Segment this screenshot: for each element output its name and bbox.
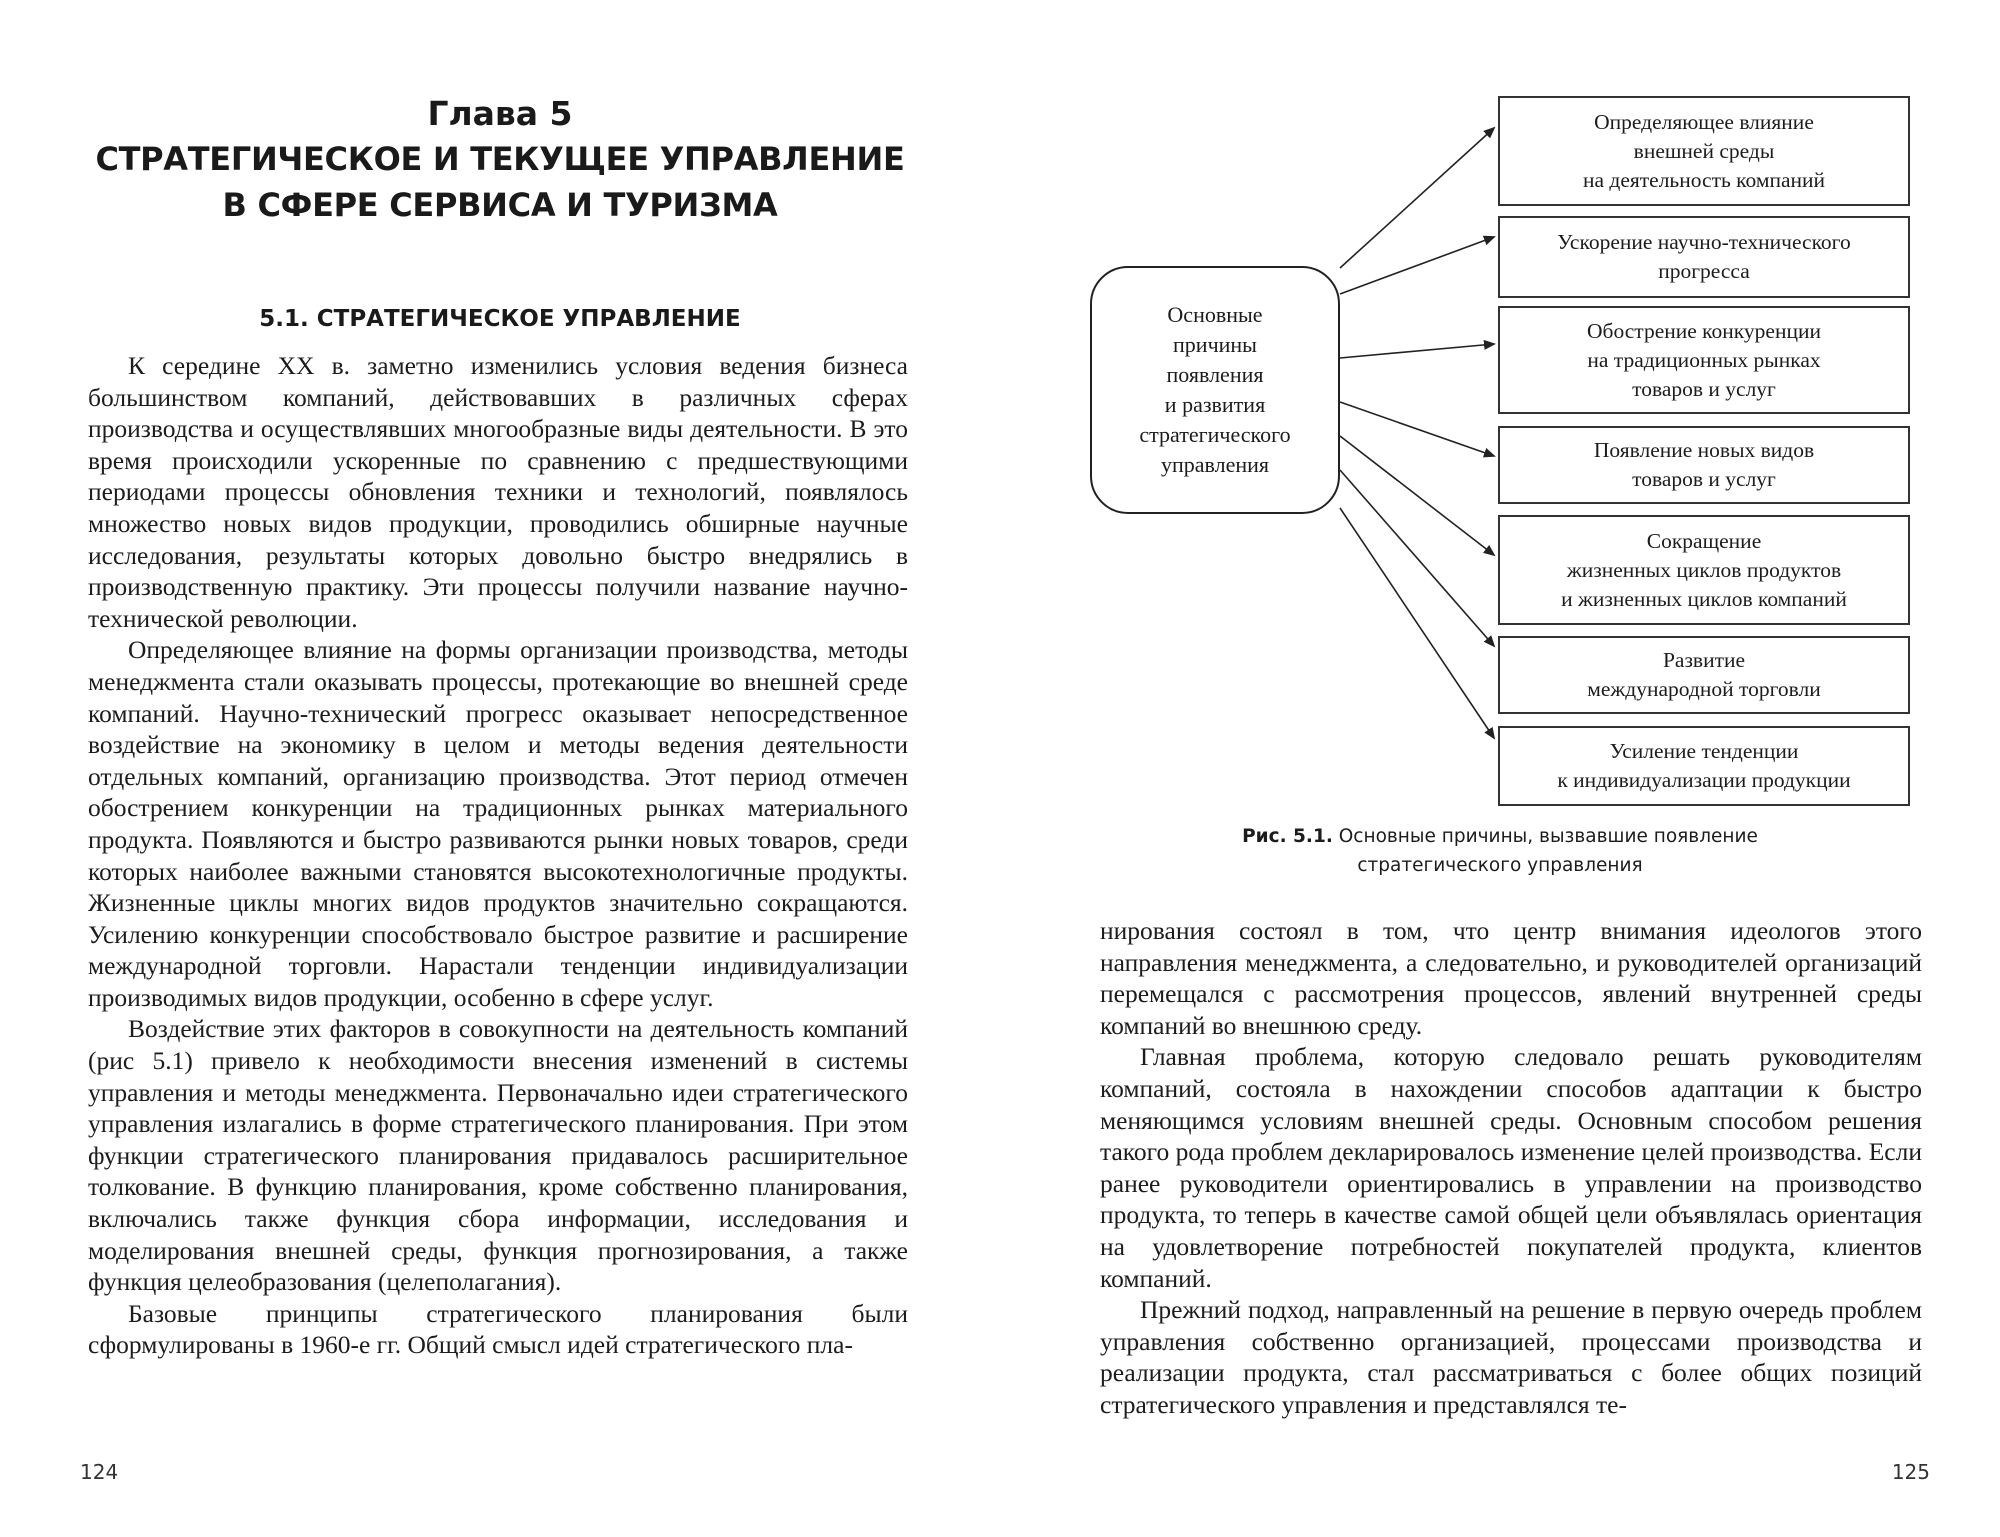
paragraph: Главная проблема, которую следовало решать руководителям компаний, состояла в нахождении способов адаптации к быстро меняющимся условиям внешней среды. Основным способом решения такого рода проблем декларировалось изменение целей производства. Если ранее руководители ориентировались в управлении на производство продукта, то теперь в качестве самой общей цели объявлялась ориентация на удовлетворение потребностей покупателей продукта, клиентов компаний. [1100, 1042, 1922, 1293]
right-body-text [1100, 915, 1922, 1421]
paragraph: Базовые принципы стратегического планирования были сформулированы в 1960-е гг. Общий смысл идей стратегического пла- [88, 1298, 908, 1360]
box-label: Сокращение жизненных циклов продуктов и жизненных циклов компаний [1561, 528, 1847, 611]
section-title: 5.1. СТРАТЕГИЧЕСКОЕ УПРАВЛЕНИЕ [259, 306, 741, 332]
box-label: Усиление тенденции к индивидуализации продукции [1557, 739, 1851, 792]
paragraph: Прежний подход, направленный на решение в первую очередь проблем управления собственно организацией, процессами производства и реализации продукта, стал рассматриваться с более общих позиций стратегического управления и представлялся те- [1100, 1295, 1922, 1419]
paragraph: К середине XX в. заметно изменились условия ведения бизнеса большинством компаний, действовавших в различных сферах производства и осуществлявших многообразные виды деятельности. В это время происходили ускоренные по сравнению с предшествующими периодами процессы обновления техники и технологий, появлялось множество новых видов продукции, проводились обширные научные исследования, результаты которых довольно быстро внедрялись в производственную практику. Эти процессы получили название научно-технической революции. [88, 351, 908, 633]
box-label: Обострение конкуренции на традиционных рынках товаров и услуг [1587, 318, 1821, 401]
diagram-box-2 [1498, 216, 1910, 298]
chapter-title-line-1: СТРАТЕГИЧЕСКОЕ И ТЕКУЩЕЕ УПРАВЛЕНИЕ [95, 140, 905, 178]
arrow-7 [1340, 508, 1494, 738]
paragraph: нирования состоял в том, что центр внимания идеологов этого направления менеджмента, а следовательно, и руководителей организаций перемещался с рассмотрения процессов, явлений внутренней среды компаний во внешнюю среду. [1100, 916, 1922, 1040]
caption-line-2: стратегического управления [1357, 855, 1643, 876]
page-number-right: 125 [1891, 1460, 1930, 1484]
caption-text: Основные причины, вызвавшие появление [1338, 826, 1758, 847]
box-label: Ускорение научно-технического прогресса [1557, 230, 1851, 283]
caption-line-1 [1120, 822, 1880, 851]
figure-5-1-diagram [1090, 90, 1970, 830]
arrow-1 [1340, 128, 1494, 268]
chapter-label: Глава 5 [427, 94, 573, 133]
right-page [1000, 0, 2000, 1537]
diagram-box-4 [1498, 426, 1910, 504]
caption-label: Рис. 5.1. [1242, 826, 1333, 847]
diagram-box-1 [1498, 96, 1910, 206]
diagram-box-7 [1498, 726, 1910, 806]
box-label: Определяющее влияние внешней среды на деятельность компаний [1582, 109, 1826, 192]
diagram-box-5 [1498, 515, 1910, 625]
figure-caption [1120, 822, 1880, 880]
box-label: Развитие международной торговли [1587, 648, 1821, 701]
diagram-box-6 [1498, 636, 1910, 714]
paragraph: Воздействие этих факторов в совокупности на деятельность компаний (рис 5.1) привело к необходимости внесения изменений в системы управления и методы менеджмента. Первоначально идеи стратегического управления излагались в форме стратегического планирования. При этом функции стратегического планирования придавалось расширительное толкование. В функцию планирования, кроме собственно планирования, включались также функция сбора информации, исследования и моделирования внешней среды, функция прогнозирования, а также функция целеобразования (целеполагания). [88, 1014, 908, 1297]
diagram-center-node [1090, 266, 1340, 514]
arrow-3 [1340, 344, 1494, 358]
center-node-label: Основные причины появления и развития стратегического управления [1139, 302, 1291, 477]
box-label: Появление новых видов товаров и услуг [1593, 438, 1815, 491]
chapter-heading [80, 92, 920, 228]
arrow-2 [1340, 237, 1494, 294]
diagram-box-3 [1498, 306, 1910, 414]
paragraph: Определяющее влияние на формы организации производства, методы менеджмента стали оказывать процессы, протекающие во внешней среде компаний. Научно-технический прогресс оказывает непосредственное воздействие на экономику в целом и методы ведения деятельности отдельных компаний, организацию производства. Этот период отмечен обострением конкуренции на традиционных рынках материального продукта. Появляются и быстро развиваются рынки новых товаров, среди которых наиболее важными становятся высокотехнологичные продукты. Жизненные циклы многих видов продуктов значительно сокращаются. Усилению конкуренции способствовало быстрое развитие и расширение международной торговли. Нарастали тенденции индивидуализации производимых видов продукции, особенно в сфере услуг. [88, 635, 908, 1012]
chapter-title-line-2: В СФЕРЕ СЕРВИСА И ТУРИЗМА [222, 186, 778, 224]
page-number-left: 124 [80, 1460, 119, 1484]
arrow-4 [1340, 402, 1494, 456]
left-body-text [88, 350, 908, 1361]
